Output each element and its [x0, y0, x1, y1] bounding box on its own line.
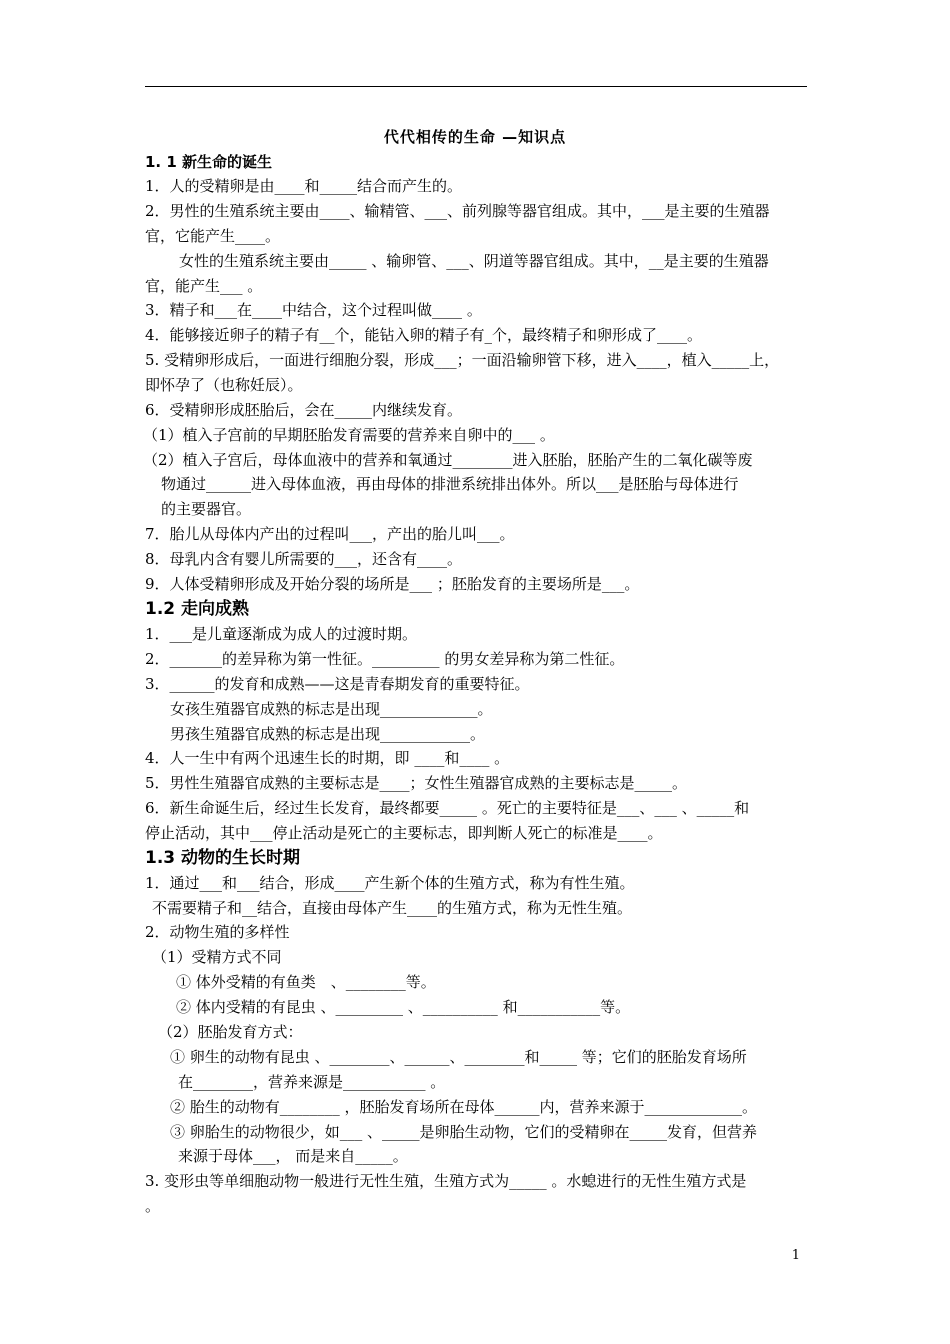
question-line: （1）植入子宫前的早期胚胎发育需要的营养来自卵中的___ 。	[143, 426, 555, 444]
header-rule	[145, 86, 807, 87]
question-line: 1．___是儿童逐渐成为成人的过渡时期。	[145, 625, 418, 643]
question-line: 。	[145, 1197, 161, 1215]
question-line: 官，它能产生____。	[145, 227, 281, 245]
question-line: 男孩生殖器官成熟的标志是出现____________。	[170, 725, 486, 743]
question-line: 物通过______进入母体血液，再由母体的排泄系统排出体外。所以___是胚胎与母体进行	[161, 475, 739, 493]
question-line: 来源于母体___， 而是来自_____。	[178, 1147, 408, 1165]
question-line: 7．胎儿从母体内产出的过程叫___，产出的胎儿叫___。	[145, 525, 515, 543]
question-line: 3．______的发育和成熟——这是青春期发育的重要特征。	[145, 675, 530, 693]
question-line: 官，能产生___ 。	[145, 277, 263, 295]
question-line: ① 体外受精的有鱼类 、________等。	[176, 973, 436, 991]
question-line: 4．能够接近卵子的精子有__个，能钻入卵的精子有_个，最终精子和卵形成了____。	[145, 326, 703, 344]
section-heading-1-3: 1.3 动物的生长时期	[145, 848, 301, 868]
question-line: ③ 卵胎生的动物很少，如___ 、_____是卵胎生动物，它们的受精卵在_____发育，但营养	[170, 1123, 758, 1141]
question-line: 1．通过___和___结合，形成____产生新个体的生殖方式，称为有性生殖。	[145, 874, 635, 892]
question-line: （2）植入子宫后，母体血液中的营养和氧通过________进入胚胎，胚胎产生的二氧化碳等废	[143, 451, 753, 469]
question-line: 6．受精卵形成胚胎后，会在_____内继续发育。	[145, 401, 463, 419]
question-line: （2）胚胎发育方式：	[158, 1023, 303, 1041]
question-line: 6．新生命诞生后，经过生长发育，最终都要_____ 。死亡的主要特征是___、___ 、_____和	[145, 799, 750, 817]
question-line: 4．人一生中有两个迅速生长的时期，即 ____和____ 。	[145, 749, 510, 767]
question-line: 即怀孕了（也称妊辰）。	[145, 376, 303, 394]
question-line: 女孩生殖器官成熟的标志是出现_____________。	[170, 700, 493, 718]
question-line: 2．男性的生殖系统主要由____、输精管、___、前列腺等器官组成。其中，___是主要的生殖器	[145, 202, 770, 220]
question-line: 1．人的受精卵是由____和_____结合而产生的。	[145, 177, 463, 195]
question-line: 不需要精子和__结合，直接由母体产生____的生殖方式，称为无性生殖。	[152, 899, 633, 917]
section-heading-1-2: 1.2 走向成熟	[145, 599, 250, 619]
question-line: （1）受精方式不同	[152, 948, 282, 966]
question-line: 3. 变形虫等单细胞动物一般进行无性生殖，生殖方式为_____ 。水螅进行的无性生殖方式是	[145, 1172, 747, 1190]
question-line: 的主要器官。	[161, 500, 252, 518]
question-line: 2．_______的差异称为第一性征。_________ 的男女差异称为第二性征。	[145, 650, 625, 668]
question-line: ① 卵生的动物有昆虫 、________、______、________和_____ 等；它们的胚胎发育场所	[170, 1048, 747, 1066]
question-line: 5. 受精卵形成后，一面进行细胞分裂，形成___；一面沿输卵管下移，进入____，植入_____上，	[145, 351, 780, 369]
question-line: ② 胎生的动物有________ ，胚胎发育场所在母体______内，营养来源于_____________。	[170, 1098, 758, 1116]
question-line: 在________，营养来源是___________ 。	[178, 1073, 446, 1091]
document-title: 代代相传的生命 —知识点	[383, 128, 567, 146]
page-number: 1	[791, 1248, 800, 1263]
section-heading-1-1: 1. 1 新生命的诞生	[145, 153, 273, 171]
question-line: 停止活动，其中___停止活动是死亡的主要标志，即判断人死亡的标准是____。	[145, 824, 663, 842]
question-line: 3．精子和___在____中结合，这个过程叫做____ 。	[145, 301, 482, 319]
question-line: 9．人体受精卵形成及开始分裂的场所是___ ；胚胎发育的主要场所是___。	[145, 575, 640, 593]
question-line: ② 体内受精的有昆虫 、_________ 、__________ 和___________等。	[176, 998, 631, 1016]
question-line: 女性的生殖系统主要由_____ 、输卵管、___、阴道等器官组成。其中，__是主要的生殖器	[179, 252, 769, 270]
question-line: 8．母乳内含有婴儿所需要的___，还含有____。	[145, 550, 463, 568]
question-line: 5．男性生殖器官成熟的主要标志是____；女性生殖器官成熟的主要标志是_____。	[145, 774, 688, 792]
question-line: 2．动物生殖的多样性	[145, 923, 290, 941]
